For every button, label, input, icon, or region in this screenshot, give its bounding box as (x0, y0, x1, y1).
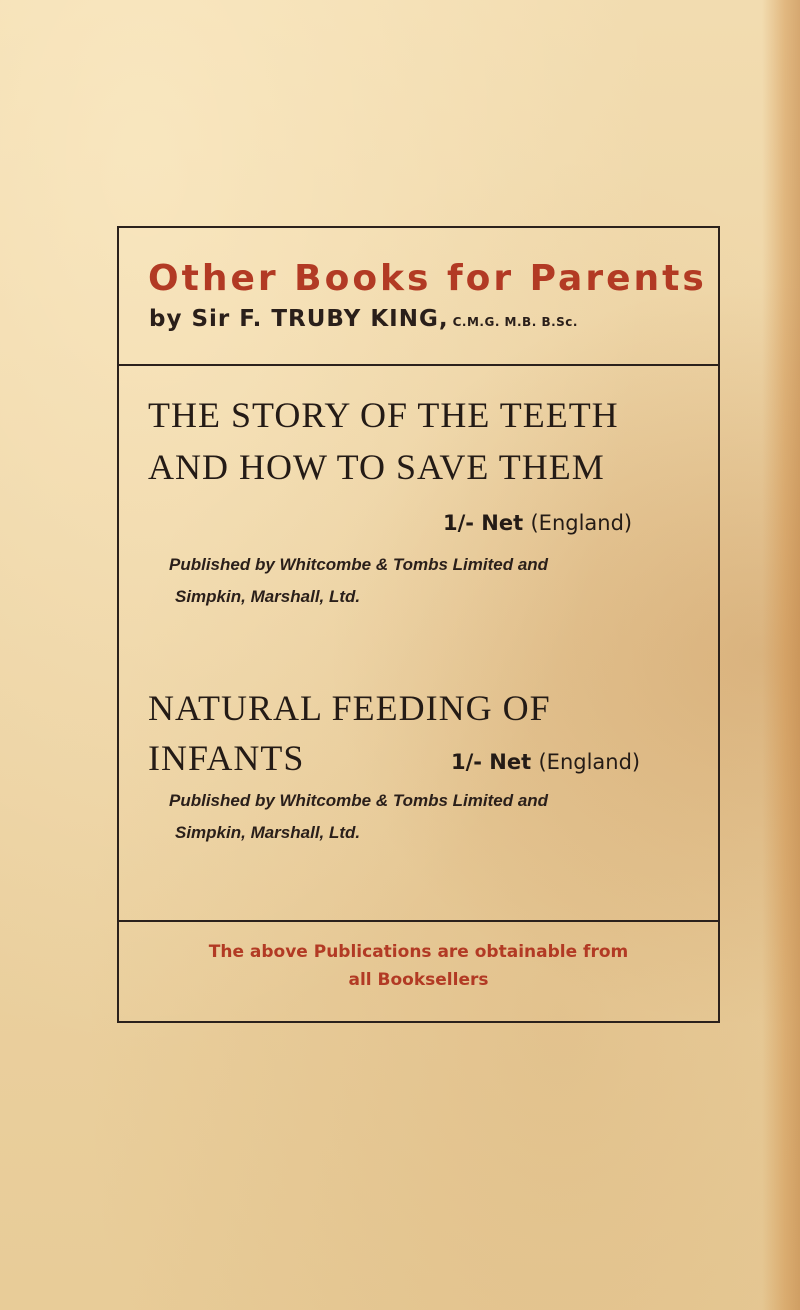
book-entry-infants (119, 666, 718, 920)
footer-divider (119, 920, 718, 922)
author-degrees: C.M.G. M.B. B.Sc. (452, 315, 578, 329)
heading-author (149, 306, 578, 332)
page-edge-stain (762, 0, 800, 1310)
publisher-line: Simpkin, Marshall, Ltd. (175, 823, 361, 842)
author-name: by Sir F. TRUBY KING, (149, 306, 449, 332)
price-region: (England) (538, 750, 641, 774)
book-publisher (169, 549, 692, 613)
book-title-line: INFANTS (148, 738, 305, 778)
price-amount: 1/- Net (443, 511, 524, 535)
price-region: (England) (530, 511, 633, 535)
publisher-line: Published by Whitcombe & Tombs Limited and (169, 555, 549, 574)
advertisement-box (117, 226, 720, 1023)
book-title-line: NATURAL FEEDING OF (148, 688, 551, 728)
book-title-line: THE STORY OF THE TEETH (148, 395, 619, 435)
publisher-line: Published by Whitcombe & Tombs Limited and (169, 791, 549, 810)
heading-title: Other Books for Parents (148, 258, 707, 299)
book-price (443, 511, 632, 535)
book-title-line: AND HOW TO SAVE THEM (148, 447, 605, 487)
book-publisher (169, 785, 692, 849)
availability-line: all Booksellers (348, 970, 489, 990)
availability-note (119, 938, 718, 994)
price-amount: 1/- Net (451, 750, 532, 774)
book-price (451, 750, 640, 774)
heading-block (119, 228, 718, 366)
publisher-line: Simpkin, Marshall, Ltd. (175, 587, 361, 606)
book-entry-teeth (119, 366, 718, 666)
availability-line: The above Publications are obtainable from (208, 942, 629, 962)
